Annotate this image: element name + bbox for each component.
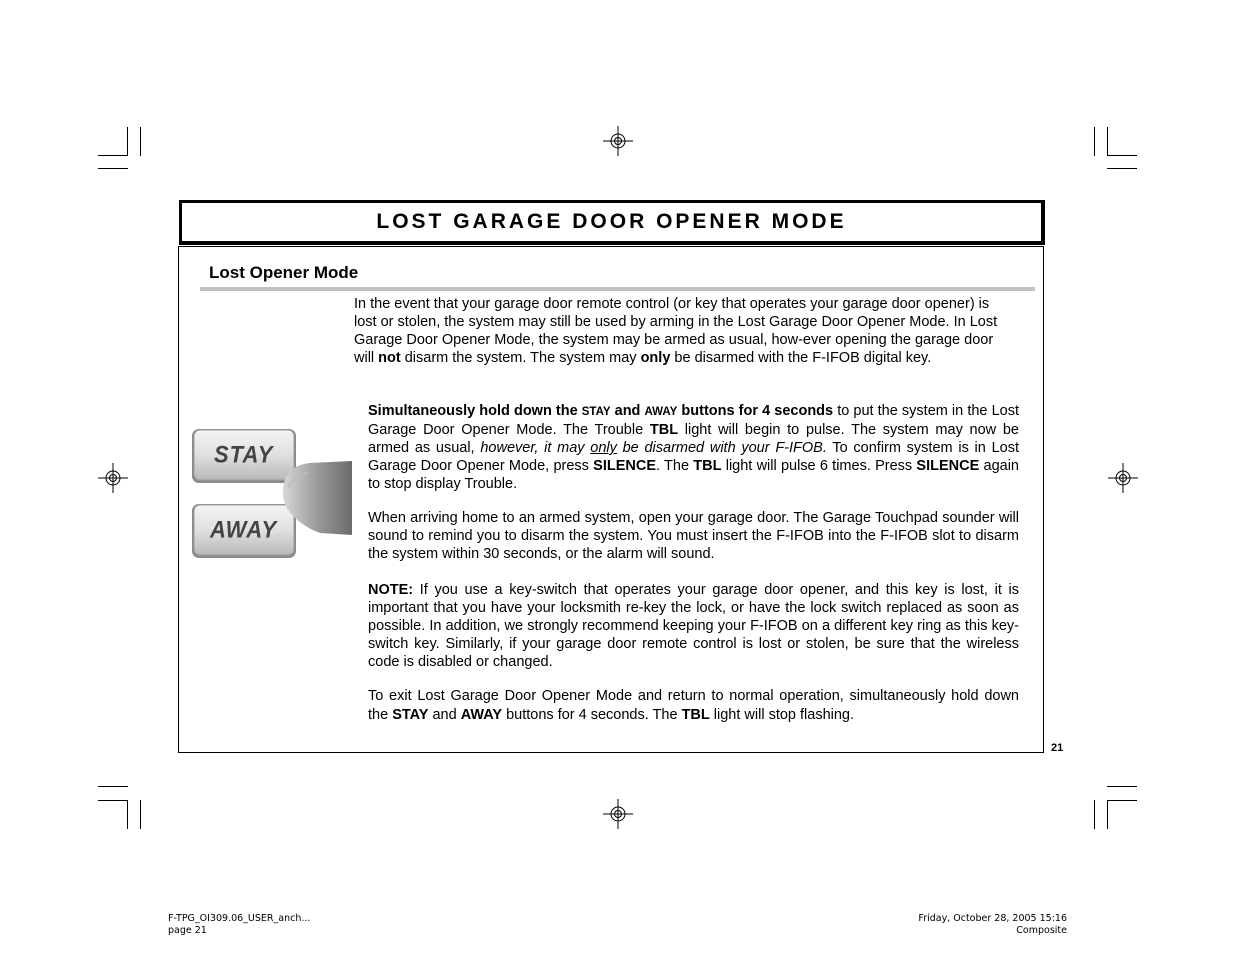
page-title: LOST GARAGE DOOR OPENER MODE	[376, 210, 847, 233]
crop-mark	[127, 127, 128, 156]
footer-right	[918, 913, 1067, 937]
crop-mark	[1107, 127, 1108, 156]
crop-mark	[98, 155, 128, 156]
footer-filename: F-TPG_OI309.06_USER_anch...	[168, 913, 311, 924]
footer-page: page 21	[168, 925, 207, 936]
footer-timestamp: Friday, October 28, 2005 15:16	[918, 913, 1067, 924]
stay-button-label: STAY	[214, 440, 274, 469]
page-header-box	[179, 200, 1045, 245]
away-button-label: AWAY	[210, 515, 278, 544]
exit-mode-paragraph: To exit Lost Garage Door Opener Mode and return to normal operation, simultaneously hold down the STAY and AWAY buttons for 4 seconds. The TBL light will stop flashing.	[368, 688, 1019, 723]
crop-mark	[1094, 800, 1095, 829]
crop-mark	[98, 800, 128, 801]
registration-mark-icon	[603, 799, 633, 829]
note-paragraph: NOTE: If you use a key-switch that operates your garage door opener, and this key is lost, it is important that you have your locksmith re-key the lock, or have the lock switch replaced as soon as possible. In addition, we strongly recommend keeping your F-IFOB on a different key ring as this key-switch key. Similarly, if your garage door remote control is lost or stolen, be sure that the wireless code is disabled or changed.	[368, 582, 1019, 670]
crop-mark	[1107, 786, 1137, 787]
registration-mark-icon	[603, 126, 633, 156]
page-number: 21	[1051, 742, 1064, 754]
crop-mark	[1107, 168, 1137, 169]
arriving-home-paragraph: When arriving home to an armed system, open your garage door. The Garage Touchpad sounder will sound to remind you to disarm the system. You must insert the F-IFOB into the F-IFOB slot to disarm the system within 30 seconds, or the alarm will sound.	[368, 510, 1019, 562]
crop-mark	[140, 800, 141, 829]
registration-mark-icon	[1108, 463, 1138, 493]
registration-mark-icon	[98, 463, 128, 493]
crop-mark	[1107, 155, 1137, 156]
footer-left	[168, 913, 310, 937]
crop-mark	[127, 800, 128, 829]
crop-mark	[1107, 800, 1108, 829]
crop-mark	[1107, 800, 1137, 801]
section-divider	[200, 287, 1035, 291]
intro-paragraph: In the event that your garage door remote control (or key that operates your garage door opener) is lost or stolen, the system may still be used by arming in the Lost Garage Door Opener Mode. In Lost Garage Door Opener Mode, the system may be armed as usual, how-ever opening the garage door will not disarm the system. The system may only be disarmed with the F-IFOB digital key.	[354, 296, 998, 366]
section-title: Lost Opener Mode	[209, 263, 359, 282]
crop-mark	[140, 127, 141, 156]
hold-buttons-paragraph: Simultaneously hold down the STAY and AWAY buttons for 4 seconds to put the system in the Lost Garage Door Opener Mode. The Trouble TBL light will begin to pulse. The system may now be armed as usual, however, it may only be disarmed with your F-IFOB. To confirm system is in Lost Garage Door Opener Mode, press SILENCE. The TBL light will pulse 6 times. Press SILENCE again to stop display Trouble.	[368, 403, 1019, 492]
crop-mark	[98, 786, 128, 787]
keypad-illustration	[190, 425, 352, 560]
footer-composite: Composite	[1016, 925, 1067, 936]
crop-mark	[1094, 127, 1095, 156]
crop-mark	[98, 168, 128, 169]
